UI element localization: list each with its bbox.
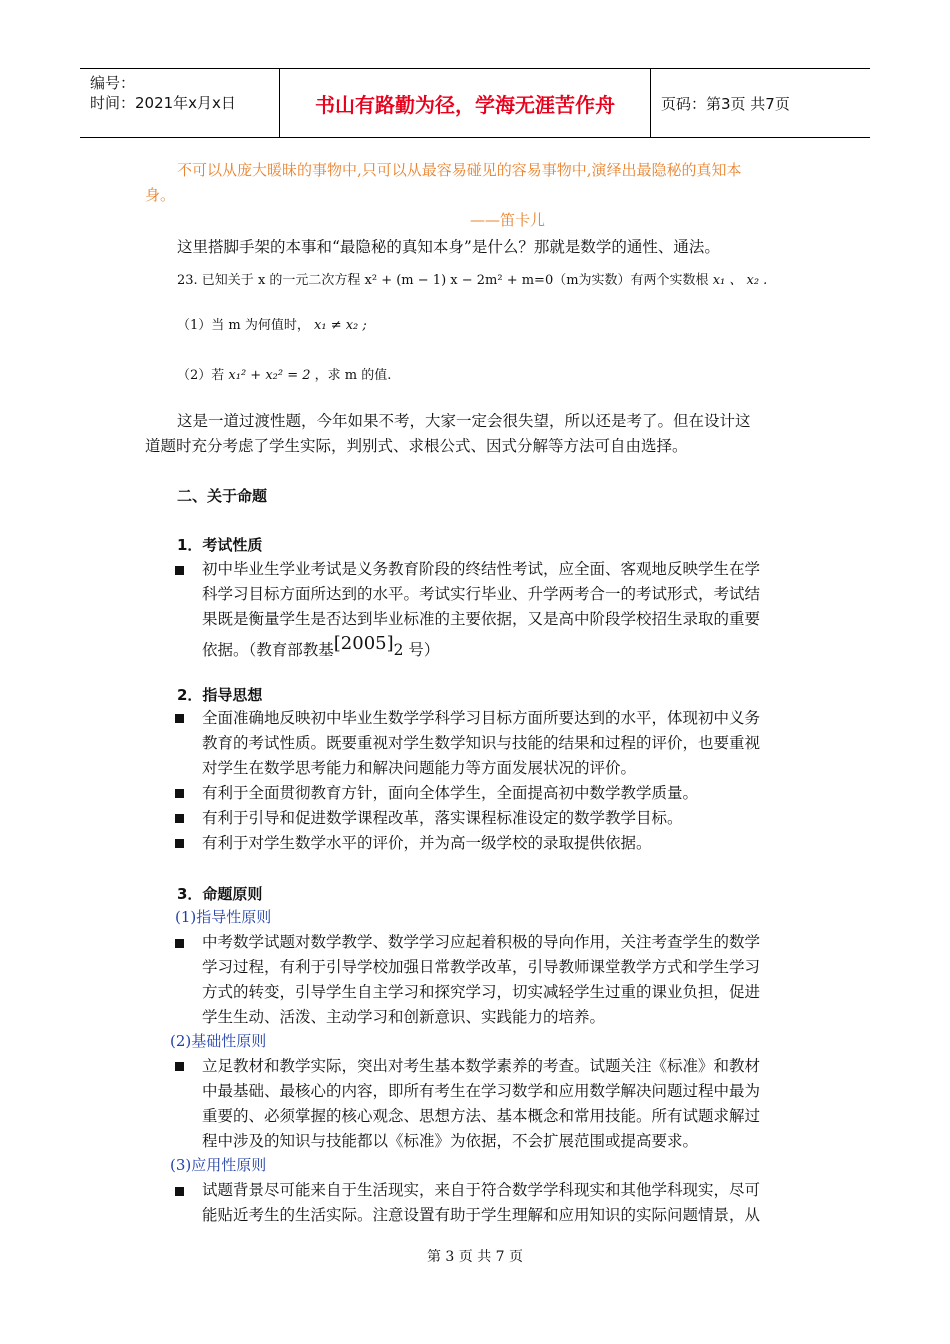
bullet-marker [175, 566, 184, 575]
problem-q2 [177, 364, 391, 388]
s3-p1-l4: 学生生动、活泼、主动学习和创新意识、实践能力的培养。 [202, 1008, 606, 1026]
quote-line-1: 不可以从庞大暖昧的事物中,只可以从最容易碰见的容易事物中,演绎出最隐秘的真知本 [177, 161, 742, 179]
s2-b3: 有利于引导和促进数学课程改革，落实课程标准设定的数学教学目标。 [202, 809, 683, 827]
quote-author: ——笛卡儿 [470, 211, 546, 229]
s3-p1-l2: 学习过程，有利于引导学校加强日常教学改革，引导教师课堂教学方式和学生学习 [202, 958, 761, 976]
s3-p2-title: (2)基础性原则 [170, 1032, 267, 1050]
s2-b1-l2: 教育的考试性质。既要重视对学生数学知识与技能的结果和过程的评价，也要重视 [202, 734, 761, 752]
s1-b1-l1: 初中毕业生学业考试是义务教育阶段的终结性考试，应全面、客观地反映学生在学 [202, 560, 761, 578]
problem-q1-math: x₁ ≠ x₂ ; [314, 318, 367, 333]
s3-p2-l4: 程中涉及的知识与技能都以《标准》为依据，不会扩展范围或提高要求。 [202, 1132, 699, 1150]
header-meta [80, 69, 280, 137]
commentary-line-2: 道题时充分考虑了学生实际，判别式、求根公式、因式分解等方法可自由选择。 [145, 437, 688, 455]
s3-title: 3．命题原则 [177, 885, 263, 903]
s3-p2-l3: 重要的、必须掌握的核心观念、思想方法、基本概念和常用技能。所有试题求解过 [202, 1107, 761, 1125]
page-header [80, 68, 870, 138]
page-footer: 第 3 页 共 7 页 [426, 1249, 524, 1265]
number-label: 编号： [90, 74, 136, 92]
s1-b1-l2: 科学习目标方面所达到的水平。考试实行毕业、升学两考合一的考试形式，考试结 [202, 585, 761, 603]
problem-q1-text: （1）当 m 为何值时， [177, 318, 310, 333]
bullet-marker [175, 814, 184, 823]
s3-p3-title: (3)应用性原则 [170, 1156, 267, 1174]
s2-b4: 有利于对学生数学水平的评价，并为高一级学校的录取提供依据。 [202, 834, 652, 852]
bullet-marker [175, 714, 184, 723]
commentary-line-1: 这是一道过渡性题，今年如果不考，大家一定会很失望，所以还是考了。但在设计这 [177, 412, 751, 430]
s1-b1-l4a: 依据。（教育部教基 [202, 641, 334, 659]
s1-b1-l4c: 2 号） [393, 641, 440, 659]
problem-stem [177, 269, 767, 293]
bullet-marker [175, 1187, 184, 1196]
s3-p3-l1: 试题背景尽可能来自于生活现实，来自于符合数学学科现实和其他学科现实，尽可 [202, 1181, 761, 1199]
problem-q2-text: （2）若 [177, 368, 225, 383]
s2-b1-l3: 对学生在数学思考能力和解决问题能力等方面发展状况的评价。 [202, 759, 637, 777]
problem-q1 [177, 314, 367, 338]
problem-stem-text: 23. 已知关于 x 的一元二次方程 x² + (m − 1) x − 2m² + m=0（m为实数）有两个实数根 [177, 273, 709, 288]
s2-b1-l1: 全面准确地反映初中毕业生数学学科学习目标方面所要达到的水平，体现初中义务 [202, 709, 761, 727]
bullet-marker [175, 839, 184, 848]
s2-b2: 有利于全面贯彻教育方针，面向全体学生，全面提高初中数学教学质量。 [202, 784, 699, 802]
s3-p2-l1: 立足教材和教学实际，突出对考生基本数学素养的考查。试题关注《标准》和教材 [202, 1057, 761, 1075]
s3-p2-l2: 中最基础、最核心的内容，即所有考生在学习数学和应用数学解决问题过程中最为 [202, 1082, 761, 1100]
s1-b1-l4b: [2005] [333, 633, 394, 654]
header-motto: 书山有路勤为径，学海无涯苦作舟 [280, 69, 651, 137]
s3-p1-l3: 方式的转变，引导学生自主学习和探究学习，切实减轻学生过重的课业负担，促进 [202, 983, 761, 1001]
s1-title: 1．考试性质 [177, 536, 263, 554]
problem-q2-tail: ，求 m 的值. [314, 368, 392, 383]
bullet-marker [175, 939, 184, 948]
header-page-label: 页码：第3页 共7页 [661, 94, 790, 113]
s2-title: 2．指导思想 [177, 686, 263, 704]
intro-line: 这里搭脚手架的本事和“最隐秘的真知本身”是什么？那就是数学的通性、通法。 [177, 238, 720, 256]
problem-roots: x₁ 、 x₂ . [712, 273, 768, 288]
quote-line-2: 身。 [145, 186, 176, 204]
bullet-marker [175, 789, 184, 798]
date-label: 时间：2021年x月x日 [90, 94, 236, 112]
s1-b1-l3: 果既是衡量学生是否达到毕业标准的主要依据，又是高中阶段学校招生录取的重要 [202, 610, 761, 628]
problem-q2-math: x₁² + x₂² = 2 [228, 368, 311, 383]
bullet-marker [175, 1062, 184, 1071]
section-2-title: 二、关于命题 [177, 487, 268, 505]
s3-p3-l2: 能贴近考生的生活实际。注意设置有助于学生理解和应用知识的实际问题情景，从 [202, 1206, 761, 1224]
s3-p1-l1: 中考数学试题对数学教学、数学学习应起着积极的导向作用，关注考查学生的数学 [202, 933, 761, 951]
s3-p1-title: (1)指导性原则 [175, 908, 272, 926]
s1-b1-l4 [202, 633, 440, 662]
